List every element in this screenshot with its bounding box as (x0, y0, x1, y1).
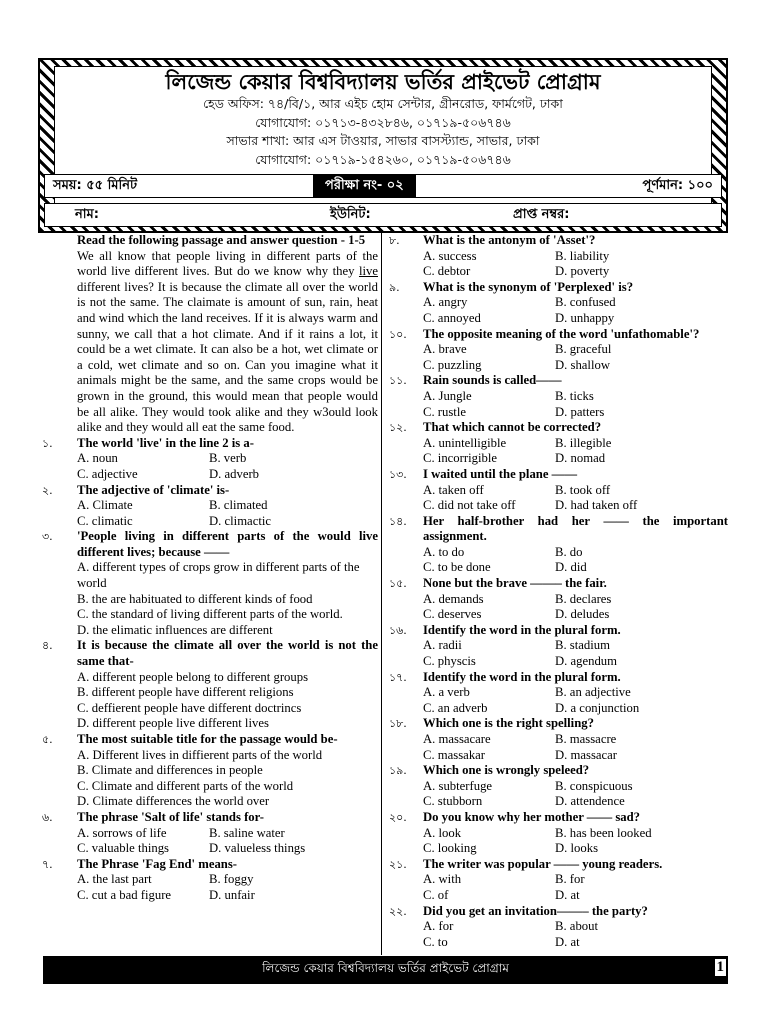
question-text: 'People living in different parts of the would live different lives; because —— (77, 529, 378, 559)
unit-label: ইউনিট: (330, 206, 371, 222)
option-b: B. liability (555, 248, 610, 263)
options-list (423, 483, 728, 514)
question-21 (385, 857, 728, 904)
question-number: ৬. (42, 810, 53, 824)
options-list (423, 919, 728, 950)
question-number: ৭. (42, 857, 53, 871)
question-number: ১০. (389, 327, 407, 341)
option-d: D. agendum (555, 654, 618, 669)
header-box (38, 58, 728, 233)
option-a: A. radii (423, 638, 462, 653)
head-office-line: হেড অফিস: ৭৪/বি/১, আর এইচ হোম সেন্টার, গ্রীনরোড, ফার্মগেট, ঢাকা (203, 96, 563, 111)
option-d: D. unfair (209, 887, 255, 902)
options-list (77, 748, 378, 810)
underlined-word: live (358, 264, 378, 279)
question-11 (385, 373, 728, 420)
option-c: C. annoyed (423, 310, 481, 325)
question-18 (385, 716, 728, 763)
question-number: ৮. (389, 234, 400, 247)
option-c: C. deffierent people have different doctrincs (77, 700, 302, 715)
question-text: The writer was popular —— young readers. (423, 856, 663, 871)
option-d: D. unhappy (555, 310, 615, 325)
option-d: D. massacar (555, 747, 618, 762)
options-list (423, 295, 728, 326)
option-d: D. different people live different lives (77, 716, 269, 731)
name-label: নাম: (75, 206, 99, 222)
question-text: Did you get an invitation——– the party? (423, 903, 648, 918)
option-c: C. of (423, 887, 449, 902)
savar-branch-contact: যোগাযোগ: ০১৭১৯-১৫৪২৬০, ০১৭১৯-৫০৬৭৪৬ (255, 151, 511, 167)
question-text: The world 'live' in the line 2 is a- (77, 435, 254, 450)
option-a: A. brave (423, 342, 467, 357)
options-list (423, 436, 728, 467)
question-text: The adjective of 'climate' is- (77, 482, 230, 497)
option-c: C. an adverb (423, 700, 488, 715)
option-c: C. stubborn (423, 794, 483, 809)
options-list (423, 826, 728, 857)
head-office-contact: যোগাযোগ: ০১৭১৩-৪৩২৮৪৬, ০১৭১৯-৫০৬৭৪৬ (255, 114, 511, 130)
question-6 (38, 810, 378, 857)
question-number: ১৭. (389, 670, 407, 684)
option-b: B. Climate and differences in people (77, 763, 263, 778)
question-text: Identify the word in the plural form. (423, 622, 621, 637)
option-c: C. massakar (423, 747, 486, 762)
option-a: A. Jungle (423, 388, 472, 403)
options-list (423, 592, 728, 623)
option-b: B. do (555, 544, 583, 559)
exam-page (38, 58, 728, 990)
option-d: D. a conjunction (555, 700, 640, 715)
option-a: A. angry (423, 295, 468, 310)
option-c: C. the standard of living different parts of the world. (77, 607, 343, 622)
question-text: That which cannot be corrected? (423, 420, 602, 435)
student-info-row (44, 203, 722, 227)
question-number: ১১. (389, 374, 407, 388)
options-list (423, 342, 728, 373)
question-number: ১. (42, 436, 53, 450)
option-d: D. climactic (209, 513, 272, 528)
option-a: A. different people belong to different groups (77, 669, 309, 684)
question-text: Identify the word in the plural form. (423, 669, 621, 684)
option-d: D. deludes (555, 607, 610, 622)
option-d: D. shallow (555, 357, 610, 372)
question-text: Her half-brother had her —— the important assignment. (423, 513, 728, 544)
option-c: C. Climate and different parts of the world (77, 778, 294, 793)
option-b: B. declares (555, 591, 612, 606)
options-list (423, 389, 728, 420)
footer-text: লিজেন্ড কেয়ার বিশ্ববিদ্যালয় ভর্তির প্রাইভেট প্রোগ্রাম (262, 961, 509, 975)
option-d: D. poverty (555, 264, 610, 279)
column-divider (381, 233, 382, 955)
passage-text: We all know that people living in different parts of the world live different lives. But do we know why they live different lives? It is because the climate all over the world is not the same. The claimate is amount of sun, rain, heat and wind which the land receives. If it is always warm and sunny, we call that a hot climate. And if it rains a lot, it could be a wet climate. It can also be a hot, wet climate or a cold, wet climate and so on. Can you imagine what it animals might be the same, and the same crops would be grown in the ground, this would mean that people would be all alike. They would took alike and they w3ould look alike and they would all eat the same food. (77, 248, 378, 435)
option-c: C. rustle (423, 404, 466, 419)
question-number: ২০. (389, 810, 407, 824)
question-number: ৪. (42, 639, 53, 653)
option-c: C. valuable things (77, 841, 169, 856)
options-list (423, 685, 728, 716)
option-b: B. took off (555, 482, 611, 497)
options-list (423, 872, 728, 903)
question-number: ৫. (42, 733, 53, 746)
question-13 (385, 467, 728, 514)
question-12 (385, 420, 728, 467)
option-a: A. success (423, 248, 477, 263)
question-19 (385, 763, 728, 810)
option-a: A. subterfuge (423, 778, 493, 793)
question-3 (38, 529, 378, 638)
institute-title: লিজেন্ড কেয়ার বিশ্ববিদ্যালয় ভর্তির প্রাইভেট প্রোগ্রাম (165, 70, 601, 94)
option-d: D. at (555, 887, 580, 902)
savar-branch-line: সাভার শাখা: আর এস টাওয়ার, সাভার বাসস্ট্যান্ড, সাভার, ঢাকা (226, 133, 540, 148)
option-c: C. incorrigible (423, 451, 497, 466)
score-label: প্রাপ্ত নম্বর: (513, 206, 570, 222)
options-list (77, 826, 378, 857)
option-d: D. adverb (209, 466, 260, 481)
option-b: B. has been looked (555, 825, 652, 840)
passage-title: Read the following passage and answer question - 1-5 (77, 233, 366, 247)
option-a: A. look (423, 825, 462, 840)
question-text: The Phrase 'Fag End' means- (77, 856, 238, 871)
option-a: A. taken off (423, 482, 484, 497)
question-text: The opposite meaning of the word 'unfathomable'? (423, 326, 700, 341)
option-a: A. massacare (423, 732, 491, 746)
option-c: C. did not take off (423, 498, 516, 513)
option-c: C. physcis (423, 654, 476, 669)
option-c: C. to be done (423, 560, 491, 575)
option-a: A. a verb (423, 685, 470, 700)
option-a: A. with (423, 872, 462, 887)
question-10 (385, 327, 728, 374)
option-a: A. sorrows of life (77, 825, 167, 840)
question-number: ১৬. (389, 623, 407, 637)
exam-number: পরীক্ষা নং- ০২ (313, 175, 416, 197)
page-number: 1 (716, 959, 724, 975)
question-1 (38, 436, 378, 483)
question-text: The phrase 'Salt of life' stands for- (77, 809, 265, 824)
option-b: B. graceful (555, 342, 612, 357)
option-b: B. different people have different religions (77, 685, 294, 700)
question-number: ২২. (389, 904, 407, 918)
option-b: B. conspicuous (555, 778, 633, 793)
question-17 (385, 670, 728, 717)
options-list (77, 498, 378, 529)
footer-bar (43, 956, 728, 984)
option-d: D. valueless things (209, 841, 306, 856)
question-text: None but the brave ——– the fair. (423, 576, 607, 591)
option-c: C. puzzling (423, 357, 482, 372)
option-c: C. adjective (77, 466, 138, 481)
question-4 (38, 638, 378, 732)
question-8 (385, 233, 728, 280)
option-a: A. noun (77, 451, 118, 466)
option-b: B. climated (209, 498, 268, 513)
question-number: ১৪. (389, 514, 407, 528)
left-column (38, 233, 378, 904)
option-a: A. demands (423, 591, 484, 606)
options-list (423, 638, 728, 669)
question-9 (385, 280, 728, 327)
option-d: D. did (555, 560, 587, 575)
question-number: ২. (42, 483, 53, 497)
options-list (423, 732, 728, 763)
options-list (77, 670, 378, 732)
option-c: C. looking (423, 841, 477, 856)
option-c: C. debtor (423, 264, 471, 279)
exam-time: সময়: ৫৫ মিনিট (53, 177, 138, 193)
option-b: B. massacre (555, 732, 617, 746)
question-number: ৩. (42, 530, 53, 544)
question-number: ১৩. (389, 467, 407, 481)
option-b: B. illegible (555, 435, 612, 450)
option-b: B. stadium (555, 638, 610, 653)
option-b: B. confused (555, 295, 616, 310)
full-marks: পূর্ণমান: ১০০ (642, 177, 713, 193)
question-text: Which one is wrongly speleed? (423, 763, 590, 778)
option-b: B. an adjective (555, 685, 631, 700)
option-d: D. looks (555, 841, 598, 856)
question-text: What is the antonym of 'Asset'? (423, 233, 596, 247)
options-list (423, 779, 728, 810)
options-list (423, 545, 728, 576)
option-d: D. at (555, 934, 580, 949)
question-number: ২১. (389, 857, 407, 871)
question-16 (385, 623, 728, 670)
option-a: A. the last part (77, 872, 152, 887)
question-number: ১৫. (389, 577, 407, 591)
question-number: ৯. (389, 280, 400, 294)
option-d: D. attendence (555, 794, 625, 809)
option-b: B. saline water (209, 825, 285, 840)
options-list (423, 249, 728, 280)
option-a: A. Different lives in diffierent parts of the world (77, 747, 323, 762)
option-b: B. foggy (209, 872, 254, 887)
option-a: A. for (423, 919, 454, 934)
option-c: C. cut a bad figure (77, 887, 172, 902)
question-text: It is because the climate all over the world is not the same that- (77, 638, 378, 669)
option-b: B. for (555, 872, 585, 887)
question-text: I waited until the plane —— (423, 466, 578, 481)
right-column (385, 233, 728, 950)
question-text: Which one is the right spelling? (423, 716, 594, 731)
question-15 (385, 576, 728, 623)
question-number: ১৯. (389, 764, 407, 778)
option-a: A. to do (423, 544, 465, 559)
reading-passage (38, 233, 378, 436)
option-b: B. about (555, 919, 598, 934)
options-list (77, 560, 378, 638)
question-number: ১৮. (389, 717, 407, 731)
question-22 (385, 904, 728, 951)
option-a: A. unintelligible (423, 435, 507, 450)
options-list (77, 451, 378, 482)
option-a: A. different types of crops grow in different parts of the world (77, 560, 360, 591)
option-c: C. to (423, 934, 448, 949)
question-20 (385, 810, 728, 857)
options-list (77, 872, 378, 903)
option-b: B. the are habituated to different kinds of food (77, 591, 313, 606)
question-7 (38, 857, 378, 904)
option-d: D. the elimatic influences are different (77, 622, 273, 637)
question-text: Rain sounds is called—— (423, 373, 562, 388)
question-text: The most suitable title for the passage would be- (77, 732, 338, 746)
option-d: D. had taken off (555, 498, 638, 513)
option-d: D. patters (555, 404, 605, 419)
question-text: Do you know why her mother —— sad? (423, 809, 641, 824)
option-c: C. climatic (77, 513, 133, 528)
question-text: What is the synonym of 'Perplexed' is? (423, 279, 634, 294)
question-5 (38, 732, 378, 810)
option-d: D. Climate differences the world over (77, 794, 270, 809)
option-b: B. ticks (555, 388, 594, 403)
option-b: B. verb (209, 451, 247, 466)
exam-info-row (44, 174, 722, 198)
question-2 (38, 483, 378, 530)
option-c: C. deserves (423, 607, 482, 622)
option-a: A. Climate (77, 498, 133, 513)
question-number: ১২. (389, 421, 407, 435)
option-d: D. nomad (555, 451, 606, 466)
question-14 (385, 514, 728, 576)
